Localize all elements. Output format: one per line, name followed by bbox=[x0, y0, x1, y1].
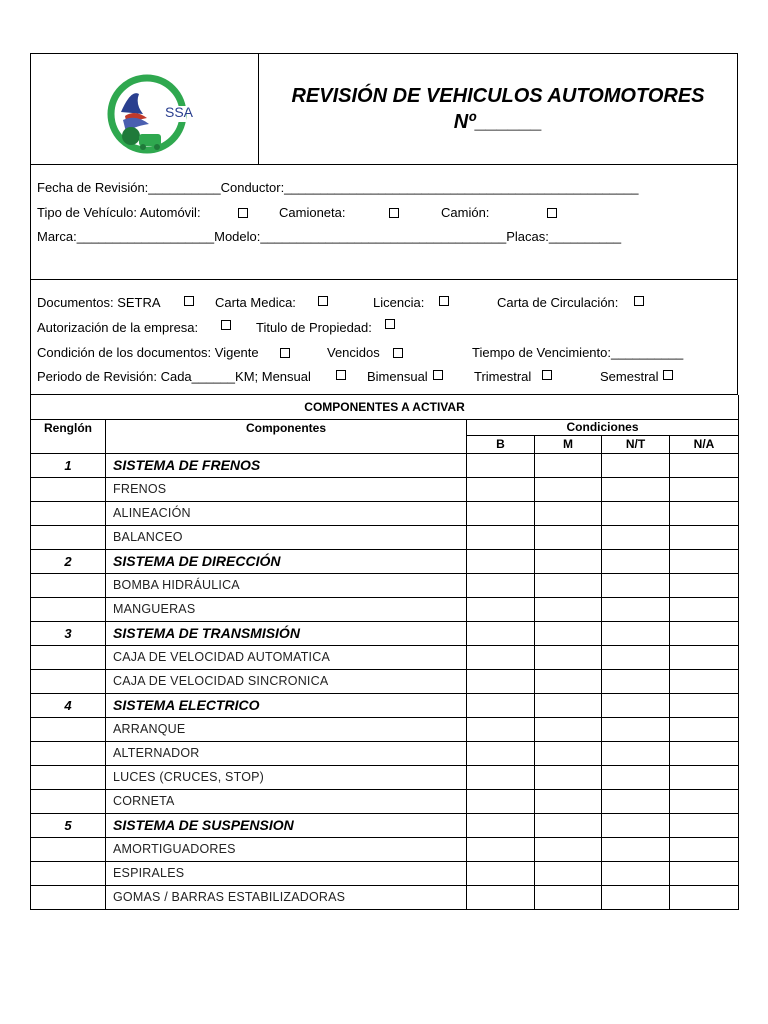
form-header bbox=[30, 53, 738, 165]
condition-cell[interactable] bbox=[467, 837, 535, 861]
condition-cell[interactable] bbox=[535, 765, 602, 789]
condition-cell[interactable] bbox=[670, 885, 739, 909]
condition-cell[interactable] bbox=[670, 525, 739, 549]
condition-cell[interactable] bbox=[602, 861, 670, 885]
condition-cell[interactable] bbox=[467, 813, 535, 837]
tipo-label: Tipo de Vehículo: Automóvil: bbox=[37, 205, 201, 220]
condition-cell[interactable] bbox=[602, 765, 670, 789]
condition-cell[interactable] bbox=[535, 861, 602, 885]
condition-cell[interactable] bbox=[602, 501, 670, 525]
autorizacion-checkbox[interactable] bbox=[221, 320, 231, 330]
condition-cell[interactable] bbox=[535, 837, 602, 861]
tiempo-vencimiento-field[interactable]: Tiempo de Vencimiento:__________ bbox=[472, 345, 684, 360]
system-number: 5 bbox=[31, 813, 106, 837]
condition-cell[interactable] bbox=[602, 597, 670, 621]
titulo-label: Titulo de Propiedad: bbox=[256, 320, 372, 335]
setra-label: Documentos: SETRA bbox=[37, 295, 161, 310]
condition-cell[interactable] bbox=[535, 669, 602, 693]
condition-cell[interactable] bbox=[535, 645, 602, 669]
system-row bbox=[31, 621, 739, 645]
component-name: LUCES (CRUCES, STOP) bbox=[106, 765, 467, 789]
placas-field[interactable]: Placas:__________ bbox=[506, 229, 622, 244]
condition-cell[interactable] bbox=[670, 789, 739, 813]
system-row bbox=[31, 813, 739, 837]
system-name: SISTEMA DE DIRECCIÓN bbox=[106, 549, 467, 573]
condition-cell[interactable] bbox=[467, 789, 535, 813]
bimensual-checkbox[interactable] bbox=[433, 370, 443, 380]
component-name: BOMBA HIDRÁULICA bbox=[106, 573, 467, 597]
component-row bbox=[31, 597, 739, 621]
system-row bbox=[31, 549, 739, 573]
header-condition-na: N/A bbox=[670, 435, 739, 453]
condition-cell[interactable] bbox=[467, 573, 535, 597]
condition-cell[interactable] bbox=[602, 741, 670, 765]
component-name: GOMAS / BARRAS ESTABILIZADORAS bbox=[106, 885, 467, 909]
system-number: 2 bbox=[31, 549, 106, 573]
licencia-label: Licencia: bbox=[373, 295, 425, 310]
condition-cell[interactable] bbox=[602, 885, 670, 909]
semestral-label: Semestral bbox=[600, 369, 659, 384]
camion-checkbox[interactable] bbox=[547, 208, 557, 218]
condition-cell[interactable] bbox=[467, 885, 535, 909]
renglon-cell bbox=[31, 837, 106, 861]
conductor-field[interactable]: Conductor:_________________________________________________ bbox=[220, 180, 639, 195]
component-name: CORNETA bbox=[106, 789, 467, 813]
condition-cell[interactable] bbox=[535, 813, 602, 837]
header-condition-m: M bbox=[535, 435, 602, 453]
title-cell bbox=[259, 54, 737, 164]
semestral-checkbox[interactable] bbox=[663, 370, 673, 380]
component-row bbox=[31, 525, 739, 549]
condition-cell[interactable] bbox=[467, 741, 535, 765]
mensual-checkbox[interactable] bbox=[336, 370, 346, 380]
automovil-checkbox[interactable] bbox=[238, 208, 248, 218]
component-row bbox=[31, 717, 739, 741]
component-name: ESPIRALES bbox=[106, 861, 467, 885]
condition-cell[interactable] bbox=[535, 717, 602, 741]
condition-cell[interactable] bbox=[467, 477, 535, 501]
condition-cell[interactable] bbox=[467, 765, 535, 789]
component-name: FRENOS bbox=[106, 477, 467, 501]
component-name: BALANCEO bbox=[106, 525, 467, 549]
condition-cell[interactable] bbox=[467, 621, 535, 645]
component-row bbox=[31, 669, 739, 693]
licencia-checkbox[interactable] bbox=[439, 296, 449, 306]
condition-cell[interactable] bbox=[535, 501, 602, 525]
condition-cell[interactable] bbox=[535, 597, 602, 621]
component-name: CAJA DE VELOCIDAD AUTOMATICA bbox=[106, 645, 467, 669]
condition-cell[interactable] bbox=[670, 717, 739, 741]
condition-cell[interactable] bbox=[602, 669, 670, 693]
condition-cell[interactable] bbox=[602, 477, 670, 501]
condition-cell[interactable] bbox=[467, 501, 535, 525]
system-number: 3 bbox=[31, 621, 106, 645]
header-condiciones: Condiciones bbox=[467, 419, 739, 435]
logo-text: SSA bbox=[165, 104, 194, 120]
components-table bbox=[30, 395, 739, 910]
bimensual-label: Bimensual bbox=[367, 369, 428, 384]
condition-cell[interactable] bbox=[670, 669, 739, 693]
condition-cell[interactable] bbox=[670, 477, 739, 501]
renglon-cell bbox=[31, 861, 106, 885]
condition-cell[interactable] bbox=[670, 765, 739, 789]
component-name: ARRANQUE bbox=[106, 717, 467, 741]
condition-cell[interactable] bbox=[467, 453, 535, 477]
renglon-cell bbox=[31, 573, 106, 597]
renglon-cell bbox=[31, 789, 106, 813]
component-name: AMORTIGUADORES bbox=[106, 837, 467, 861]
component-name: MANGUERAS bbox=[106, 597, 467, 621]
condition-cell[interactable] bbox=[670, 645, 739, 669]
condition-cell[interactable] bbox=[535, 621, 602, 645]
component-row bbox=[31, 477, 739, 501]
condition-cell[interactable] bbox=[670, 453, 739, 477]
carta-medica-label: Carta Medica: bbox=[215, 295, 296, 310]
condition-cell[interactable] bbox=[535, 693, 602, 717]
renglon-cell bbox=[31, 717, 106, 741]
component-row bbox=[31, 861, 739, 885]
header-componentes: Componentes bbox=[106, 419, 467, 453]
system-row bbox=[31, 693, 739, 717]
component-row bbox=[31, 741, 739, 765]
condition-cell[interactable] bbox=[535, 453, 602, 477]
condition-cell[interactable] bbox=[602, 549, 670, 573]
system-row bbox=[31, 453, 739, 477]
carta-medica-checkbox[interactable] bbox=[318, 296, 328, 306]
condition-cell[interactable] bbox=[670, 837, 739, 861]
titulo-checkbox[interactable] bbox=[385, 319, 395, 329]
system-name: SISTEMA DE TRANSMISIÓN bbox=[106, 621, 467, 645]
renglon-cell bbox=[31, 669, 106, 693]
renglon-cell bbox=[31, 741, 106, 765]
component-row bbox=[31, 837, 739, 861]
vigente-checkbox[interactable] bbox=[280, 348, 290, 358]
component-row bbox=[31, 885, 739, 909]
condition-cell[interactable] bbox=[602, 717, 670, 741]
camion-label: Camión: bbox=[441, 205, 490, 220]
documents-section bbox=[30, 280, 738, 395]
condition-cell[interactable] bbox=[670, 813, 739, 837]
condition-cell[interactable] bbox=[602, 645, 670, 669]
condition-cell[interactable] bbox=[670, 741, 739, 765]
component-name: CAJA DE VELOCIDAD SINCRONICA bbox=[106, 669, 467, 693]
component-row bbox=[31, 573, 739, 597]
inspection-form bbox=[30, 53, 738, 910]
renglon-cell bbox=[31, 477, 106, 501]
condition-cell[interactable] bbox=[670, 693, 739, 717]
condition-cell[interactable] bbox=[535, 741, 602, 765]
renglon-cell bbox=[31, 885, 106, 909]
system-name: SISTEMA DE SUSPENSION bbox=[106, 813, 467, 837]
condition-cell[interactable] bbox=[535, 573, 602, 597]
carta-circulacion-checkbox[interactable] bbox=[634, 296, 644, 306]
logo-cell bbox=[31, 54, 259, 164]
condition-cell[interactable] bbox=[467, 717, 535, 741]
form-title: REVISIÓN DE VEHICULOS AUTOMOTORES bbox=[291, 85, 705, 107]
header-condition-b: B bbox=[467, 435, 535, 453]
vehicle-info-section bbox=[30, 165, 738, 280]
setra-checkbox[interactable] bbox=[184, 296, 194, 306]
renglon-cell bbox=[31, 501, 106, 525]
trimestral-checkbox[interactable] bbox=[542, 370, 552, 380]
condicion-label: Condición de los documentos: Vigente bbox=[37, 345, 259, 360]
periodo-label[interactable]: Periodo de Revisión: Cada______KM; Mensual bbox=[37, 369, 311, 384]
marca-field[interactable]: Marca:___________________ bbox=[37, 229, 215, 244]
system-name: SISTEMA DE FRENOS bbox=[106, 453, 467, 477]
condition-cell[interactable] bbox=[602, 453, 670, 477]
condition-cell[interactable] bbox=[602, 693, 670, 717]
renglon-cell bbox=[31, 525, 106, 549]
vencidos-checkbox[interactable] bbox=[393, 348, 403, 358]
condition-cell[interactable] bbox=[670, 597, 739, 621]
modelo-field[interactable]: Modelo:__________________________________ bbox=[214, 229, 507, 244]
header-condition-nt: N/T bbox=[602, 435, 670, 453]
carta-circulacion-label: Carta de Circulación: bbox=[497, 295, 619, 310]
system-name: SISTEMA ELECTRICO bbox=[106, 693, 467, 717]
condition-cell[interactable] bbox=[535, 549, 602, 573]
renglon-cell bbox=[31, 765, 106, 789]
component-row bbox=[31, 645, 739, 669]
header-renglon: Renglón bbox=[31, 419, 106, 453]
condition-cell[interactable] bbox=[602, 525, 670, 549]
camioneta-label: Camioneta: bbox=[279, 205, 346, 220]
component-row bbox=[31, 765, 739, 789]
renglon-cell bbox=[31, 645, 106, 669]
condition-cell[interactable] bbox=[602, 813, 670, 837]
camioneta-checkbox[interactable] bbox=[389, 208, 399, 218]
condition-cell[interactable] bbox=[670, 621, 739, 645]
condition-cell[interactable] bbox=[602, 573, 670, 597]
autorizacion-label: Autorización de la empresa: bbox=[37, 320, 199, 335]
condition-cell[interactable] bbox=[535, 525, 602, 549]
system-number: 1 bbox=[31, 453, 106, 477]
condition-cell[interactable] bbox=[467, 861, 535, 885]
condition-cell[interactable] bbox=[467, 693, 535, 717]
condition-cell[interactable] bbox=[602, 789, 670, 813]
condition-cell[interactable] bbox=[467, 669, 535, 693]
condition-cell[interactable] bbox=[670, 861, 739, 885]
system-number: 4 bbox=[31, 693, 106, 717]
component-name: ALINEACIÓN bbox=[106, 501, 467, 525]
component-row bbox=[31, 501, 739, 525]
vencidos-label: Vencidos bbox=[327, 345, 380, 360]
component-name: ALTERNADOR bbox=[106, 741, 467, 765]
table-title: COMPONENTES A ACTIVAR bbox=[31, 395, 739, 419]
condition-cell[interactable] bbox=[602, 837, 670, 861]
condition-cell[interactable] bbox=[535, 885, 602, 909]
date-driver-row bbox=[37, 180, 638, 195]
renglon-cell bbox=[31, 597, 106, 621]
condition-cell[interactable] bbox=[602, 621, 670, 645]
company-logo-icon bbox=[31, 54, 258, 164]
fecha-field[interactable]: Fecha de Revisión:__________ bbox=[37, 180, 221, 195]
condition-cell[interactable] bbox=[670, 501, 739, 525]
condition-cell[interactable] bbox=[670, 549, 739, 573]
condition-cell[interactable] bbox=[467, 645, 535, 669]
condition-cell[interactable] bbox=[467, 549, 535, 573]
condition-cell[interactable] bbox=[535, 789, 602, 813]
form-number: Nº______ bbox=[453, 111, 543, 133]
condition-cell[interactable] bbox=[467, 525, 535, 549]
condition-cell[interactable] bbox=[535, 477, 602, 501]
marca-modelo-row bbox=[37, 229, 621, 244]
condition-cell[interactable] bbox=[467, 597, 535, 621]
component-row bbox=[31, 789, 739, 813]
trimestral-label: Trimestral bbox=[474, 369, 532, 384]
condition-cell[interactable] bbox=[670, 573, 739, 597]
